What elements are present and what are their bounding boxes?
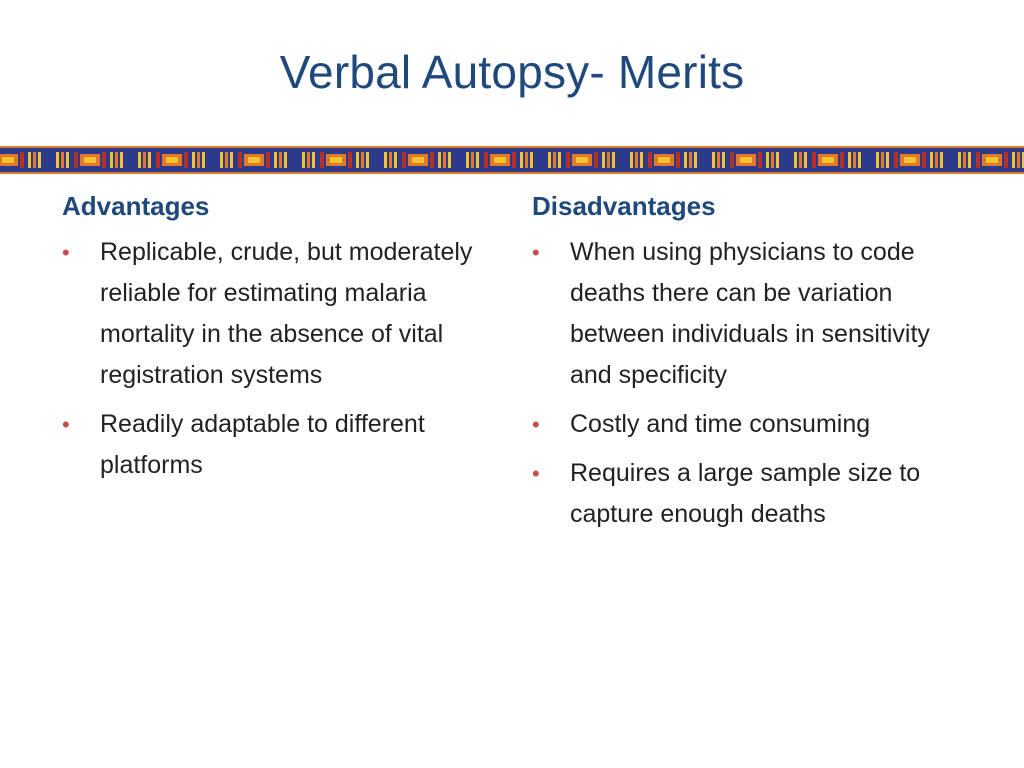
band-pattern-block [220, 152, 223, 168]
advantages-list [62, 232, 502, 486]
band-pattern-block [230, 152, 233, 168]
band-pattern-block [84, 157, 96, 163]
band-pattern-block [238, 152, 242, 168]
band-pattern-block [307, 152, 310, 168]
band-pattern-block [886, 152, 889, 168]
band-pattern-block [330, 157, 342, 163]
band-pattern-block [758, 152, 762, 168]
band-pattern-block [602, 152, 605, 168]
disadvantages-column [532, 186, 972, 543]
band-pattern-block [192, 152, 195, 168]
band-pattern-block [512, 152, 516, 168]
list-item-text: Readily adaptable to different platforms [100, 410, 425, 479]
band-pattern-block [940, 152, 943, 168]
band-pattern-block [302, 152, 305, 168]
band-pattern-block [612, 152, 615, 168]
list-item [532, 232, 972, 396]
band-pattern-block [676, 152, 680, 168]
band-pattern-block [771, 152, 774, 168]
band-pattern-block [156, 152, 160, 168]
band-pattern-block [530, 152, 533, 168]
band-pattern-block [1004, 152, 1008, 168]
band-pattern-block [102, 152, 106, 168]
band-pattern-block [776, 152, 779, 168]
band-pattern-block [766, 152, 769, 168]
band-pattern-block [120, 152, 123, 168]
band-pattern-block [466, 152, 469, 168]
band-pattern-block [471, 152, 474, 168]
bullet-icon: • [532, 412, 540, 437]
band-pattern-block [38, 152, 41, 168]
band-pattern-block [143, 152, 146, 168]
band-pattern-block [443, 152, 446, 168]
band-pattern-block [840, 152, 844, 168]
band-pattern-block [986, 157, 998, 163]
band-pattern-block [197, 152, 200, 168]
band-pattern-block [881, 152, 884, 168]
band-pattern-block [61, 152, 64, 168]
band-pattern-block [430, 152, 434, 168]
band-pattern-block [476, 152, 479, 168]
band-pattern-block [740, 157, 752, 163]
band-pattern-block [66, 152, 69, 168]
band-pattern-block [0, 146, 1024, 148]
band-pattern-block [138, 152, 141, 168]
band-pattern-block [566, 152, 570, 168]
band-pattern-block [115, 152, 118, 168]
band-pattern-block [558, 152, 561, 168]
band-pattern-block [976, 152, 980, 168]
band-pattern-block [958, 152, 961, 168]
band-pattern-block [348, 152, 352, 168]
band-pattern-block [822, 157, 834, 163]
band-pattern-block [635, 152, 638, 168]
band-pattern-block [366, 152, 369, 168]
band-pattern-block [484, 152, 488, 168]
band-pattern-block [722, 152, 725, 168]
band-pattern-block [607, 152, 610, 168]
list-item [532, 453, 972, 535]
list-item-text: Costly and time consuming [570, 410, 871, 438]
band-pattern-block [384, 152, 387, 168]
bullet-icon: • [532, 461, 540, 486]
bullet-icon: • [62, 240, 70, 265]
list-item [532, 404, 972, 445]
band-pattern-block [279, 152, 282, 168]
band-pattern-block [963, 152, 966, 168]
list-item-text: Replicable, crude, but moderately reliable for estimating malaria mortality in the absence of vital registration systems [100, 238, 473, 389]
band-pattern-block [658, 157, 670, 163]
list-item [62, 232, 502, 396]
band-pattern-block [74, 152, 78, 168]
band-pattern-block [630, 152, 633, 168]
band-pattern-block [494, 157, 506, 163]
band-pattern-block [904, 157, 916, 163]
disadvantages-heading: Disadvantages [532, 191, 716, 221]
band-pattern-block [2, 157, 14, 163]
list-item [62, 404, 502, 486]
band-pattern-block [184, 152, 188, 168]
band-pattern-block [284, 152, 287, 168]
advantages-column [62, 186, 502, 494]
bullet-icon: • [532, 240, 540, 265]
band-pattern-block [274, 152, 277, 168]
list-item-text: Requires a large sample size to capture enough deaths [570, 459, 921, 528]
band-pattern-block [594, 152, 598, 168]
advantages-heading: Advantages [62, 191, 210, 221]
band-pattern-block [202, 152, 205, 168]
band-pattern-block [812, 152, 816, 168]
band-pattern-block [312, 152, 315, 168]
band-pattern-block [799, 152, 802, 168]
decorative-pattern-band [0, 146, 1024, 174]
band-pattern-block [148, 152, 151, 168]
slide-title: Verbal Autopsy- Merits [279, 46, 745, 98]
band-pattern-block [525, 152, 528, 168]
band-pattern-block [922, 152, 926, 168]
band-pattern-block [853, 152, 856, 168]
band-pattern-block [848, 152, 851, 168]
band-pattern-block [28, 152, 31, 168]
band-pattern-block [448, 152, 451, 168]
band-pattern-block [804, 152, 807, 168]
band-pattern-block [648, 152, 652, 168]
band-pattern-block [356, 152, 359, 168]
band-pattern-block [640, 152, 643, 168]
band-pattern-block [935, 152, 938, 168]
band-pattern-block [438, 152, 441, 168]
band-pattern-block [520, 152, 523, 168]
band-pattern-block [684, 152, 687, 168]
band-pattern-block [361, 152, 364, 168]
band-pattern-block [33, 152, 36, 168]
band-pattern-block [730, 152, 734, 168]
band-pattern-block [576, 157, 588, 163]
band-pattern-block [394, 152, 397, 168]
band-pattern-block [548, 152, 551, 168]
band-pattern-block [858, 152, 861, 168]
band-pattern-block [166, 157, 178, 163]
band-pattern-block [225, 152, 228, 168]
band-pattern-block [794, 152, 797, 168]
band-pattern-block [1012, 152, 1015, 168]
band-pattern-block [694, 152, 697, 168]
band-pattern-block [320, 152, 324, 168]
band-pattern-block [894, 152, 898, 168]
band-pattern-block [712, 152, 715, 168]
band-pattern-block [968, 152, 971, 168]
disadvantages-list [532, 232, 972, 535]
band-pattern-block [930, 152, 933, 168]
band-pattern-block [1017, 152, 1020, 168]
band-pattern-block [689, 152, 692, 168]
band-pattern-block [110, 152, 113, 168]
band-pattern-block [389, 152, 392, 168]
band-pattern-block [553, 152, 556, 168]
band-pattern-block [56, 152, 59, 168]
band-pattern-block [266, 152, 270, 168]
band-pattern-block [876, 152, 879, 168]
band-pattern-block [717, 152, 720, 168]
list-item-text: When using physicians to code deaths there can be variation between individuals in sensitivity and specificity [570, 238, 930, 389]
band-pattern-block [402, 152, 406, 168]
band-pattern-block [20, 152, 24, 168]
band-pattern-block [0, 172, 1024, 174]
band-pattern-block [412, 157, 424, 163]
bullet-icon: • [62, 412, 70, 437]
band-pattern-block [248, 157, 260, 163]
